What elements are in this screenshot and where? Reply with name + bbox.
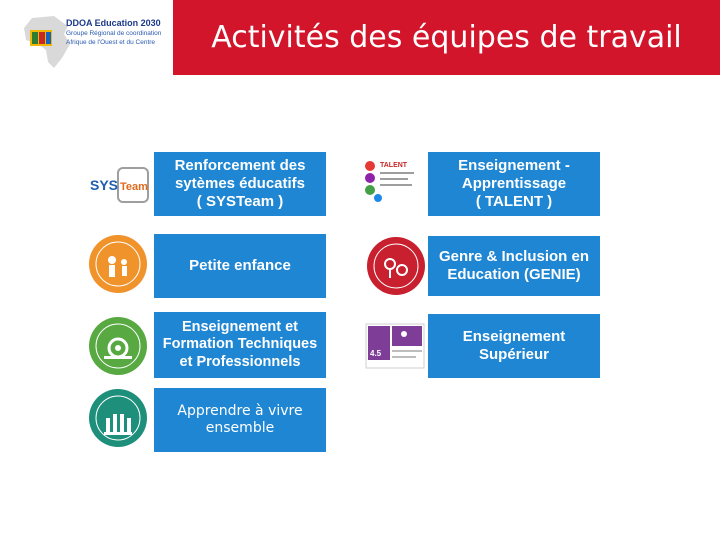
team-card-petite-enfance[interactable] [154,234,326,298]
team-label-talent: Enseignement - Apprentissage ( TALENT ) [458,157,570,210]
sdg-early-childhood-icon [88,234,148,294]
team-card-enseignement-superieur[interactable] [428,314,600,378]
sdg-gender-inclusion-icon [366,236,426,296]
svg-text:Team: Team [120,181,148,193]
sdg-living-together-icon [88,388,148,448]
title-banner [173,0,720,75]
logo-title: DDOA Education 2030 [66,18,161,28]
svg-text:TALENT: TALENT [380,162,408,169]
svg-text:SYS: SYS [90,177,119,193]
team-card-systeam[interactable] [154,152,326,216]
systeam-logo-icon [88,166,150,204]
logo-subtitle-1: Groupe Régional de coordination [66,30,162,37]
higher-education-icon [364,322,426,370]
team-card-talent[interactable] [428,152,600,216]
team-card-eftp[interactable] [154,312,326,378]
team-card-genie[interactable] [428,236,600,296]
svg-text:4.5: 4.5 [370,349,382,358]
ddoa-logo [8,6,162,72]
team-label-eftp: Enseignement et Formation Techniques et Professionnels [162,318,318,370]
talent-logo-icon [362,156,424,204]
team-card-vivre-ensemble[interactable] [154,388,326,452]
page-title: Activités des équipes de travail [211,20,682,55]
team-label-genie: Genre & Inclusion en Education (GENIE) [438,248,590,283]
sdg-tvet-icon [88,316,148,376]
team-label-enseignement-superieur: Enseignement Supérieur [462,328,566,363]
team-label-petite-enfance: Petite enfance [189,257,291,274]
logo-subtitle-2: Afrique de l'Ouest et du Centre [66,39,156,46]
team-label-systeam: Renforcement des sytèmes éducatifs ( SYSTeam ) [174,157,306,210]
team-label-vivre-ensemble: Apprendre à vivre ensemble [177,403,303,436]
